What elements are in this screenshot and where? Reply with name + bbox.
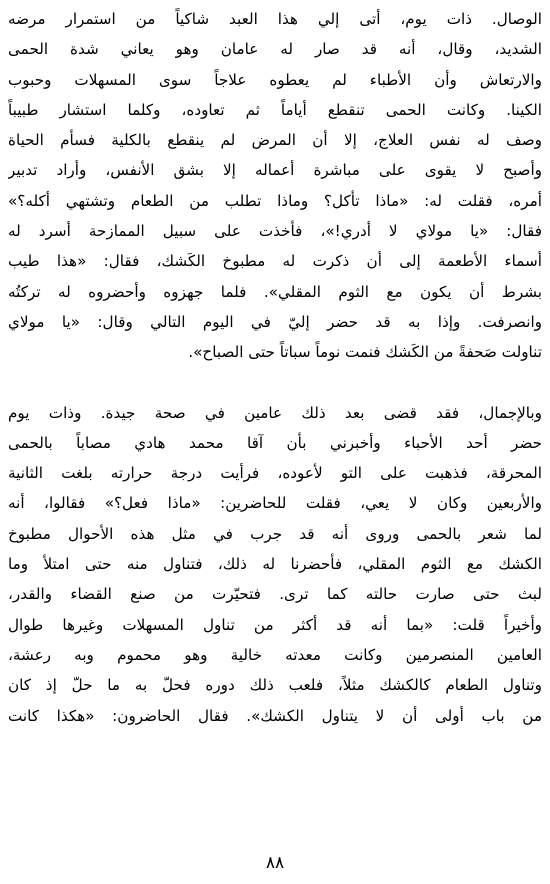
text-line: الشديد، وقال، أنه قد صار له عامان وهو يعاني شدة الحمى [8,40,542,59]
text-line: تناولت صَحفةً من الكَشك فنمت نوماً سباتاً حتى الصباح». [188,343,542,362]
text-line: الوصال. ذات يوم، أتى إلي هذا العبد شاكياً من استمرار مرضه [8,10,542,28]
text-line: وانصرفت. وإذا به قد حضر إليّ في اليوم التالي وقال: «يا مولاي [8,312,542,331]
paragraph-gap [8,368,542,398]
text-line: فقال: «يا مولاي لا أدري!»، فأخذت على سبيل الممازحة أسرد له [8,222,542,241]
paragraph-1 [8,4,542,368]
text-line: أسماء الأطعمة إلى أن ذكرت له مطبوخ الكَشك، فقال: «هذا طيب [8,252,542,271]
text-line: العامين المنصرمين وكانت معدته خالية وهو محموم وبه رعشة، [8,645,542,664]
text-line: لبث حتى صارت حالته كما ترى. فتحيّرت من صنع القضاء والقدر، [8,585,542,604]
text-line: بشرط أن يكون مع الثوم المقلي». فلما جهزوه وأحضروه له تركتُه [8,282,542,301]
text-line: وبالإجمال، فقد قضى بعد ذلك عامين في صحة جيدة. وذات يوم [8,403,542,422]
text-line: وصف له نفس العلاج، إلا أن المرض لم ينقطع بالكلية فسأم الحياة [8,131,542,150]
text-line: وتناول الطعام كالكشك مثلاً، فلعب ذلك دوره فحلّ به ما حلّ إذ كان [8,676,542,695]
text-line: لما شعر بالحمى وروى أنه قد جرب في مثل هذه الأحوال مطبوخ [8,524,542,543]
text-line: من باب أولى أن لا يتناول الكشك». فقال الحاضرون: «هكذا كانت [8,706,542,725]
text-line: الكينا. وكانت الحمى تنقطع أياماً ثم تعاوده، وكلما استشار طبيباً [8,100,542,119]
text-line: أمره، فقلت له: «ماذا تأكل؟ وماذا تطلب من الطعام وتشتهي أكله؟» [8,191,542,210]
text-line: الكشك مع الثوم المقلي، فأحضرنا له ذلك، فتناول منه حتى امتلأ وما [8,555,542,574]
text-line: وأخيراً قلت: «بما أنه قد أكثر من تناول المسهلات وغيرها طوال [8,615,542,634]
page-number: ٨٨ [265,853,285,873]
text-line: حضر أحد الأحباء وأخبرني بأن آقا محمد هادي مصاباً بالحمى [8,433,542,452]
paragraph-2 [8,398,542,731]
text-line: والارتعاش وأن الأطباء لم يعطوه علاجاً سوى المسهلات وحبوب [8,70,542,89]
text-line: وأصبح لا يقوى على مباشرة أعماله إلا بشق الأنفس، وأراد تدبير [8,161,542,180]
text-line: والأربعين وكان لا يعي، فقلت للحاضرين: «ماذا فعل؟» فقالوا، أنه [8,494,542,513]
text-line: المحرقة، فذهبت على التو لأعوده، فرأيت درجة حرارته بلغت الثانية [8,464,542,483]
